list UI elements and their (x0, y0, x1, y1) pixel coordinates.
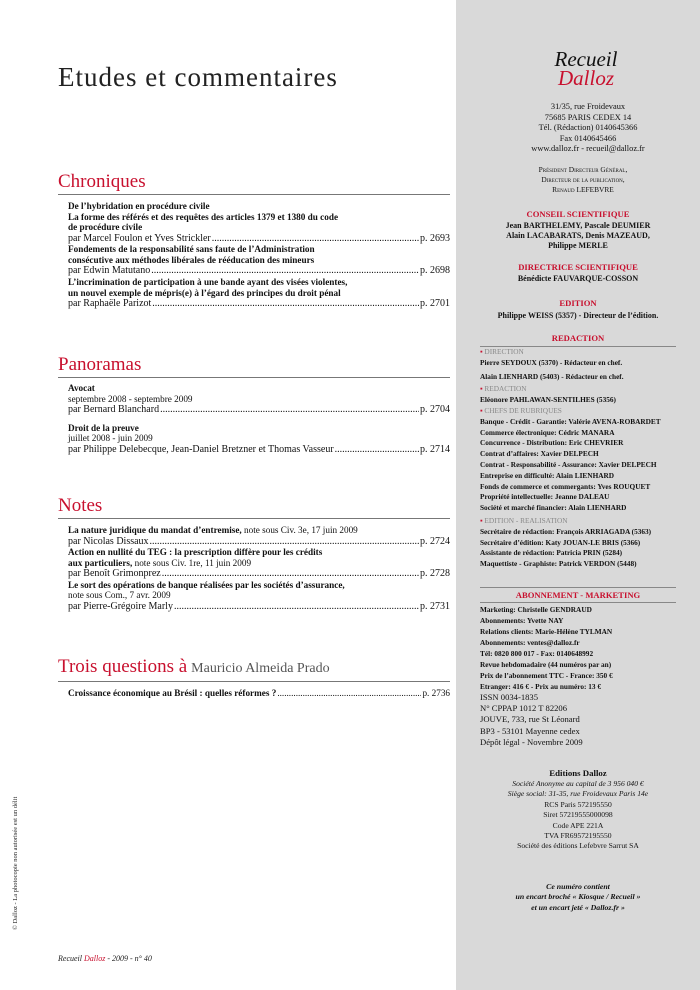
company-line: Société Anonyme au capital de 3 956 040 € (512, 779, 644, 788)
redaction-staff: ▪ DIRECTION Pierre SEYDOUX (5370) - Rédacteur en chef. Alain LIENHARD (5403) - Rédacteur en chef. ▪ REDACTION Eléonore PAHLAWAN-SENTILHES (5356) ▪ CHEFS DE RUBRIQUES Banque - Crédit - Garantie: Valérie AVENA-ROBARDET Commerce électronique: Cédric MANARA Concurrence - Distribution: Eric CHEVRIER Contrat d’affaires: Xavier DELPECH Contrat - Responsabilité - Assurance: Xavier DELPECH Entreprise en difficulté: Alain LIENHARD Fonds de commerce et commergants: Yves ROUQUET Propriété intellectuelle: Jeanne DALEAU Société et marché financier: Alain LIENHARD ▪ EDITION - REALISATION Secrétaire de rédaction: François ARRIAGADA (5363) Secrétaire d’édition: Katy JOUAN-LE BRIS (5366) Assistante de rédaction: Patricia PRIN (5284) Maquettiste - Graphiste: Patrick VERDON (5448) (480, 347, 680, 570)
staff-line: Alain LIENHARD (5403) - Rédacteur en chef. (480, 371, 624, 381)
article-author: par Edwin Matutano (68, 265, 151, 277)
divider (480, 587, 676, 588)
staff-line: Eléonore PAHLAWAN-SENTILHES (5356) (480, 395, 616, 405)
section-heading: Notes (58, 495, 103, 516)
article-title: La nature juridique du mandat d’entremise, (68, 525, 242, 535)
article-entry[interactable] (58, 547, 450, 580)
staff-line: Commerce électronique: Cédric MANARA (480, 427, 615, 437)
page-footer (58, 954, 152, 963)
article-entry[interactable] (58, 688, 450, 700)
leader-dots (152, 298, 419, 310)
company-line: Code APE 221A (552, 820, 604, 830)
section-panoramas (58, 355, 450, 455)
subsection-label: REDACTION (484, 384, 527, 394)
page-ref: p. 2724 (420, 535, 450, 547)
page-ref: p. 2736 (422, 688, 450, 698)
article-title-line: L’incrimination de participation à une bande ayant des visées violentes, (68, 276, 348, 287)
abonnement-heading: ABONNEMENT - MARKETING (515, 590, 641, 600)
article-author: par Bernard Blanchard (68, 404, 160, 416)
director-name: Renaud LEFEBVRE (552, 185, 614, 194)
staff-line: Entreprise en difficulté: Alain LIENHARD (480, 470, 615, 480)
info-line: Relations clients: Marie-Hélène TYLMAN (480, 627, 613, 636)
page-ref: p. 2728 (420, 568, 450, 580)
directrice-heading: DIRECTRICE SCIENTIFIQUE (518, 262, 638, 272)
member-line: Alain LACABARATS, Denis MAZEAUD, (506, 231, 650, 240)
subsection-label: CHEFS DE RUBRIQUES (484, 405, 562, 415)
redaction-heading: REDACTION (551, 333, 605, 343)
article-title-line: De l’hybridation en procédure civile (68, 201, 210, 211)
section-heading: Trois questions à (58, 656, 188, 677)
leader-dots (174, 601, 419, 613)
article-entry[interactable] (58, 277, 450, 310)
info-line: Prix de l’abonnement TTC - France: 350 € (480, 671, 613, 680)
article-title-line: Fondements de la responsabilité sans faute de l’Administration (68, 244, 315, 255)
note-ref: note sous Civ. 3e, 17 juin 2009 (241, 525, 358, 535)
conseil-heading: CONSEIL SCIENTIFIQUE (526, 209, 630, 219)
staff-line: Secrétaire de rédaction: François ARRIAGADA (5363) (480, 526, 652, 536)
article-title-line: La forme des référés et des requêtes des articles 1379 et 1380 du code (68, 211, 339, 222)
company-line: Siret 57219555000098 (543, 810, 613, 820)
article-title: Le sort des opérations de banque réalisées par les sociétés d’assurance, (68, 579, 345, 590)
info-line: ISSN 0034-1835 (480, 692, 539, 702)
page-title: Etudes et commentaires (58, 62, 338, 92)
company-line: TVA FR69572195550 (544, 831, 612, 841)
staff-line: Secrétaire d’édition: Katy JOUAN-LE BRIS (5366) (480, 537, 641, 547)
period: juillet 2008 - juin 2009 (68, 433, 153, 444)
article-title-cont: aux particuliers, (68, 557, 133, 568)
info-line: Abonnements: Yvette NAY (480, 616, 564, 625)
page-ref: p. 2698 (420, 265, 450, 277)
article-title: Droit de la preuve (68, 422, 139, 433)
article-title-line: un nouvel exemple de mépris(e) à l’égard des principes du droit pénal (68, 287, 341, 298)
footer-journal: Recueil (58, 954, 82, 963)
staff-line: Fonds de commerce et commergants: Yves ROUQUET (480, 481, 651, 491)
staff-line: Société et marché financier: Alain LIENHARD (480, 503, 627, 513)
section-rule (58, 194, 450, 195)
article-title: Avocat (68, 383, 95, 393)
article-author: par Benoît Grimonprez (68, 568, 161, 580)
leader-dots (150, 536, 419, 548)
address-line: 75685 PARIS CEDEX 14 (544, 112, 632, 122)
article-author: par Nicolas Dissaux (68, 535, 149, 547)
leader-dots (160, 404, 419, 416)
page-ref: p. 2701 (420, 298, 450, 310)
company-line: Société des éditions Lefebvre Sarrut SA (517, 841, 639, 851)
article-author: par Marcel Foulon et Yves Strickler (68, 232, 211, 244)
member-line: Philippe MERLE (548, 241, 608, 250)
info-line: Tél: 0820 800 017 - Fax: 0140648992 (480, 649, 594, 658)
leader-dots (335, 444, 419, 456)
article-entry[interactable] (58, 580, 450, 613)
address-line: 31/35, rue Froidevaux (550, 102, 626, 111)
divider (480, 602, 676, 603)
section-heading: Panoramas (58, 354, 142, 375)
page-ref: p. 2704 (420, 404, 450, 416)
section-heading: Chroniques (58, 171, 146, 192)
address-line: Tél. (Rédaction) 0140645366 (538, 123, 638, 132)
masthead-column (456, 0, 700, 990)
article-title: Croissance économique au Brésil : quelles réformes ? (68, 688, 277, 698)
article-entry[interactable] (58, 525, 450, 547)
website-link[interactable]: www.dalloz.fr - recueil@dalloz.fr (531, 144, 645, 153)
page-ref: p. 2714 (420, 443, 450, 455)
recueil-dalloz-logo (526, 47, 646, 90)
copyright-notice: © Dalloz - La photocopie non autorisée est un délit (12, 796, 19, 930)
company-line: RCS Paris 572195550 (544, 799, 612, 809)
directrice-name: Bénédicte FAUVARQUE-COSSON (517, 274, 639, 283)
leader-dots (162, 568, 419, 580)
footer-brand: Dalloz (83, 954, 106, 963)
article-author: par Raphaële Parizot (68, 298, 152, 310)
encart-line: et un encart jeté « Dalloz.fr » (531, 902, 625, 912)
staff-line: Banque - Crédit - Garantie: Valérie AVENA-ROBARDET (480, 416, 661, 426)
edition-director: Philippe WEISS (5357) - Directeur de l’édition. (497, 311, 659, 320)
staff-line: Contrat - Responsabilité - Assurance: Xavier DELPECH (480, 459, 657, 469)
article-entry[interactable] (58, 201, 450, 244)
director-role: Président Directeur Général, (538, 165, 628, 174)
section-rule (58, 681, 450, 682)
article-entry[interactable] (58, 423, 450, 456)
info-line: N° CPPAP 1012 T 82206 (480, 703, 568, 714)
logo-line2: Dalloz (557, 66, 614, 90)
page-ref: p. 2731 (420, 600, 450, 612)
publisher-address (496, 102, 680, 155)
editions-heading: Editions Dalloz (549, 768, 607, 778)
email-link[interactable]: Abonnements: ventes@dalloz.fr (480, 638, 580, 647)
encart-line: un encart broché « Kiosque / Recueil » (515, 892, 641, 902)
section-notes (58, 496, 450, 612)
info-line: JOUVE, 733, rue St Léonard (480, 714, 580, 725)
staff-line: Propriété intellectuelle: Jeanne DALEAU (480, 492, 610, 502)
staff-line: Assistante de rédaction: Patricia PRIN (5284) (480, 548, 623, 558)
subsection-label: EDITION - REALISATION (484, 515, 568, 525)
company-line: Siège social: 31-35, rue Froidevaux Paris 14e (507, 789, 649, 799)
period: septembre 2008 - septembre 2009 (68, 393, 193, 404)
article-entry[interactable] (58, 244, 450, 277)
subsection-label: DIRECTION (484, 347, 524, 356)
encart-notice (456, 882, 700, 913)
info-line: Dépôt légal - Novembre 2009 (480, 736, 583, 747)
section-trois-questions (58, 657, 450, 700)
article-entry[interactable] (58, 383, 450, 416)
encart-line: Ce numéro contient (546, 882, 610, 891)
staff-line: Contrat d’affaires: Xavier DELPECH (480, 449, 599, 459)
note-ref: note sous Com., 7 avr. 2009 (68, 590, 171, 601)
section-rule (58, 518, 450, 519)
article-title: Action en nullité du TEG : la prescription diffère pour les crédits (68, 547, 323, 558)
leader-dots (151, 265, 419, 277)
staff-line: Maquettiste - Graphiste: Patrick VERDON (5448) (480, 559, 637, 569)
article-author: par Pierre-Grégoire Marly (68, 600, 173, 612)
info-line: Marketing: Christelle GENDRAUD (480, 605, 592, 614)
interview-guest: Mauricio Almeida Prado (191, 661, 330, 676)
leader-dots (277, 688, 421, 700)
address-line: Fax 0140645466 (559, 133, 617, 143)
article-author: par Philippe Delebecque, Jean-Daniel Bretzner et Thomas Vasseur (68, 443, 334, 455)
article-title-line: consécutive aux méthodes libérales de rééducation des mineurs (68, 254, 315, 265)
note-ref: note sous Civ. 1re, 11 juin 2009 (132, 557, 252, 568)
conseil-members (456, 221, 700, 251)
director-block (486, 165, 680, 195)
page-ref: p. 2693 (420, 232, 450, 244)
editions-dalloz-block (456, 767, 700, 852)
footer-issue: - 2009 - n° 40 (105, 954, 152, 963)
section-chroniques (58, 172, 450, 310)
article-title-line: de procédure civile (68, 222, 143, 233)
section-rule (58, 377, 450, 378)
info-line: Etranger: 416 € - Prix au numéro: 13 € (480, 682, 602, 691)
member-line: Jean BARTHELEMY, Pascale DEUMIER (505, 221, 651, 230)
leader-dots (212, 233, 419, 245)
director-role: Directeur de la publication, (541, 175, 625, 184)
staff-line: Pierre SEYDOUX (5370) - Rédacteur en chef. (480, 357, 623, 367)
info-line: BP3 - 53101 Mayenne cedex (480, 725, 580, 736)
edition-heading: EDITION (559, 298, 597, 308)
logo-line1: Recueil (554, 47, 618, 71)
info-line: Revue hebdomadaire (44 numéros par an) (480, 660, 612, 669)
abonnement-info (480, 604, 680, 748)
staff-line: Concurrence - Distribution: Eric CHEVRIER (480, 438, 624, 448)
